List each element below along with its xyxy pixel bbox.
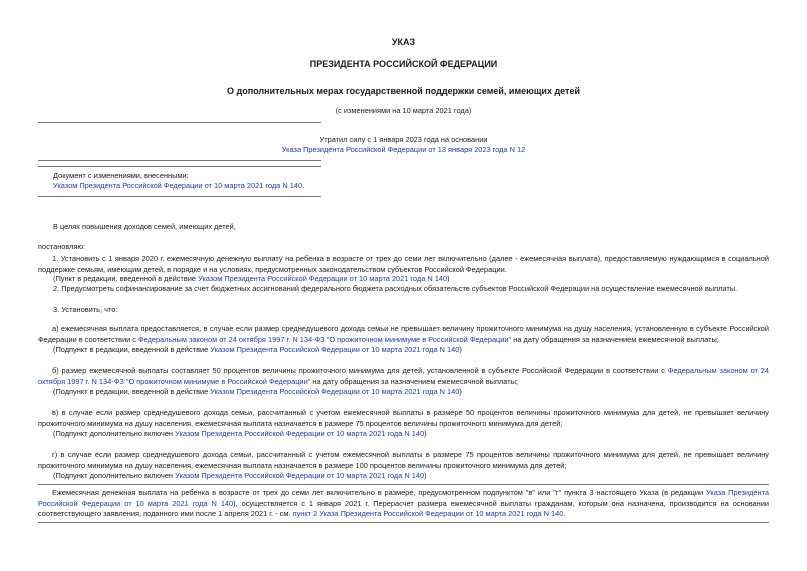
changes-source: Указом Президента Российской Федерации от 10 марта 2021 года N 140. [53,181,305,190]
divider [38,166,321,167]
clause-3: 3. Установить, что: [53,305,118,314]
subclause-b-note-link[interactable]: Указом Президента Российской Федерации от 10 марта 2021 года N 140 [210,387,460,396]
changes-label: Документ с изменениями, внесенными: [53,171,189,180]
footnote-divider [38,484,769,485]
divider [38,122,321,123]
expired-basis-link[interactable]: Указа Президента Российской Федерации от 13 января 2023 года N 12 [281,145,526,154]
subclause-g: г) в случае если размер среднедушевого дохода семьи, рассчитанный с учетом ежемесячной выплаты в размере 75 процентов величины прожиточного минимума для детей, не превышает величину прожиточного минимума на душу населения, ежемесячная выплата назначается в размере 100 процентов величины прожиточного минимума для детей; [38,450,769,470]
clause-1-note-link[interactable]: Указом Президента Российской Федерации от 10 марта 2021 года N 140 [198,274,448,283]
subclause-b-note: (Подпункт в редакции, введенной в действие Указом Президента Российской Федерации от 10 марта 2021 года N 140) [53,387,462,396]
divider [38,522,769,523]
subclause-a-law-link[interactable]: Федеральным законом от 24 октября 1997 г. N 134-ФЗ "О прожиточном минимуме в Российской Федерации" [138,334,512,344]
subclause-v-note: (Подпункт дополнительно включен Указом Президента Российской Федерации от 10 марта 2021 года N 140) [53,429,427,438]
divider [38,160,321,161]
subclause-a: а) ежемесячная выплата предоставляется, в случае если размер среднедушевого дохода семьи не превышает величину прожиточного минимума на душу населения, установленную в субъекте Российской Федерации в соответствии с Федеральным законом от 24 октября 1997 г. N 134-ФЗ "О прожиточном минимуме в Российской Федерации" на дату обращения за назначением ежемесячной выплаты; [38,324,769,344]
subclause-v-note-link[interactable]: Указом Президента Российской Федерации от 10 марта 2021 года N 140 [175,429,425,438]
footnote-link-1[interactable]: Указа Президента Российской Федерации от 10 марта 2021 года N 140 [38,488,769,508]
changes-note: (с изменениями на 10 марта 2021 года) [335,106,472,115]
decree-word: постановляю: [38,242,86,251]
footnote-link-2[interactable]: пункт 2 Указа Президента Российской Федерации от 10 марта 2021 года N 140 [292,509,564,518]
expired-notice: Утратил силу с 1 января 2023 года на основании [319,135,488,144]
subclause-a-note: (Подпункт в редакции, введенной в действие Указом Президента Российской Федерации от 10 марта 2021 года N 140) [53,345,462,354]
clause-1-note: (Пункт в редакции, введенной в действие Указом Президента Российской Федерации от 10 марта 2021 года N 140) [53,274,450,283]
issuer-title: ПРЕЗИДЕНТА РОССИЙСКОЙ ФЕДЕРАЦИИ [309,59,498,69]
subclause-b: б) размер ежемесячной выплаты составляет 50 процентов величины прожиточного минимума для детей, установленной в субъекте Российской Федерации в соответствии с Федеральным законом от 24 октября 1997 г. N 134-ФЗ "О прожиточном минимуме в Российской Федерации" на дату обращения за назначением ежемесячной выплаты; [38,366,769,386]
subclause-g-note-link[interactable]: Указом Президента Российской Федерации от 10 марта 2021 года N 140 [175,471,425,480]
clause-2: 2. Предусмотреть софинансирование за счет бюджетных ассигнований федерального бюджета расходных обязательств субъектов Российской Федерации на осуществление ежемесячной выплаты. [53,284,738,293]
footnote: Ежемесячная денежная выплата на ребенка в возрасте от трех до семи лет включительно в размере, предусмотренном подпунктом "в" или "г" пункта 3 настоящего Указа (в редакции Указа Президента Российской Федерации от 10 марта 2021 года N 140), осуществляется с 1 января 2021 г. Перерасчет размера ежемесячной выплаты гражданам, которым она назначена, производится на основании соответствующего заявления, поданного ими после 1 апреля 2021 г. - см. пункт 2 Указа Президента Российской Федерации от 10 марта 2021 года N 140. [38,488,769,518]
clause-1: 1. Установить с 1 января 2020 г. ежемесячную денежную выплату на ребенка в возрасте от трех до семи лет включительно (далее - ежемесячная выплата), предоставляемую нуждающимся в социальной поддержке семьям, имеющим детей, в порядке и на условиях, предусмотренных законодательством субъектов Российской Федерации. [38,254,769,274]
subclause-g-note: (Подпункт дополнительно включен Указом Президента Российской Федерации от 10 марта 2021 года N 140) [53,471,427,480]
document-subject: О дополнительных мерах государственной поддержки семей, имеющих детей [226,86,580,96]
subclause-a-note-link[interactable]: Указом Президента Российской Федерации от 10 марта 2021 года N 140 [210,345,460,354]
subclause-v: в) в случае если размер среднедушевого дохода семьи, рассчитанный с учетом ежемесячной выплаты в размере 50 процентов величины прожиточного минимума для детей, не превышает величину прожиточного минимума на душу населения, ежемесячная выплата назначается в размере 75 процентов величины прожиточного минимума для детей; [38,408,769,428]
subclause-b-law-link[interactable]: Федеральным законом от 24 октября 1997 г. N 134-ФЗ "О прожиточном минимуме в Российской Федерации" [38,366,769,386]
divider [38,196,321,197]
doc-type-title: УКАЗ [391,37,416,47]
preamble: В целях повышения доходов семей, имеющих детей, [53,222,236,231]
changes-source-link[interactable]: Указом Президента Российской Федерации от 10 марта 2021 года N 140 [53,181,303,190]
